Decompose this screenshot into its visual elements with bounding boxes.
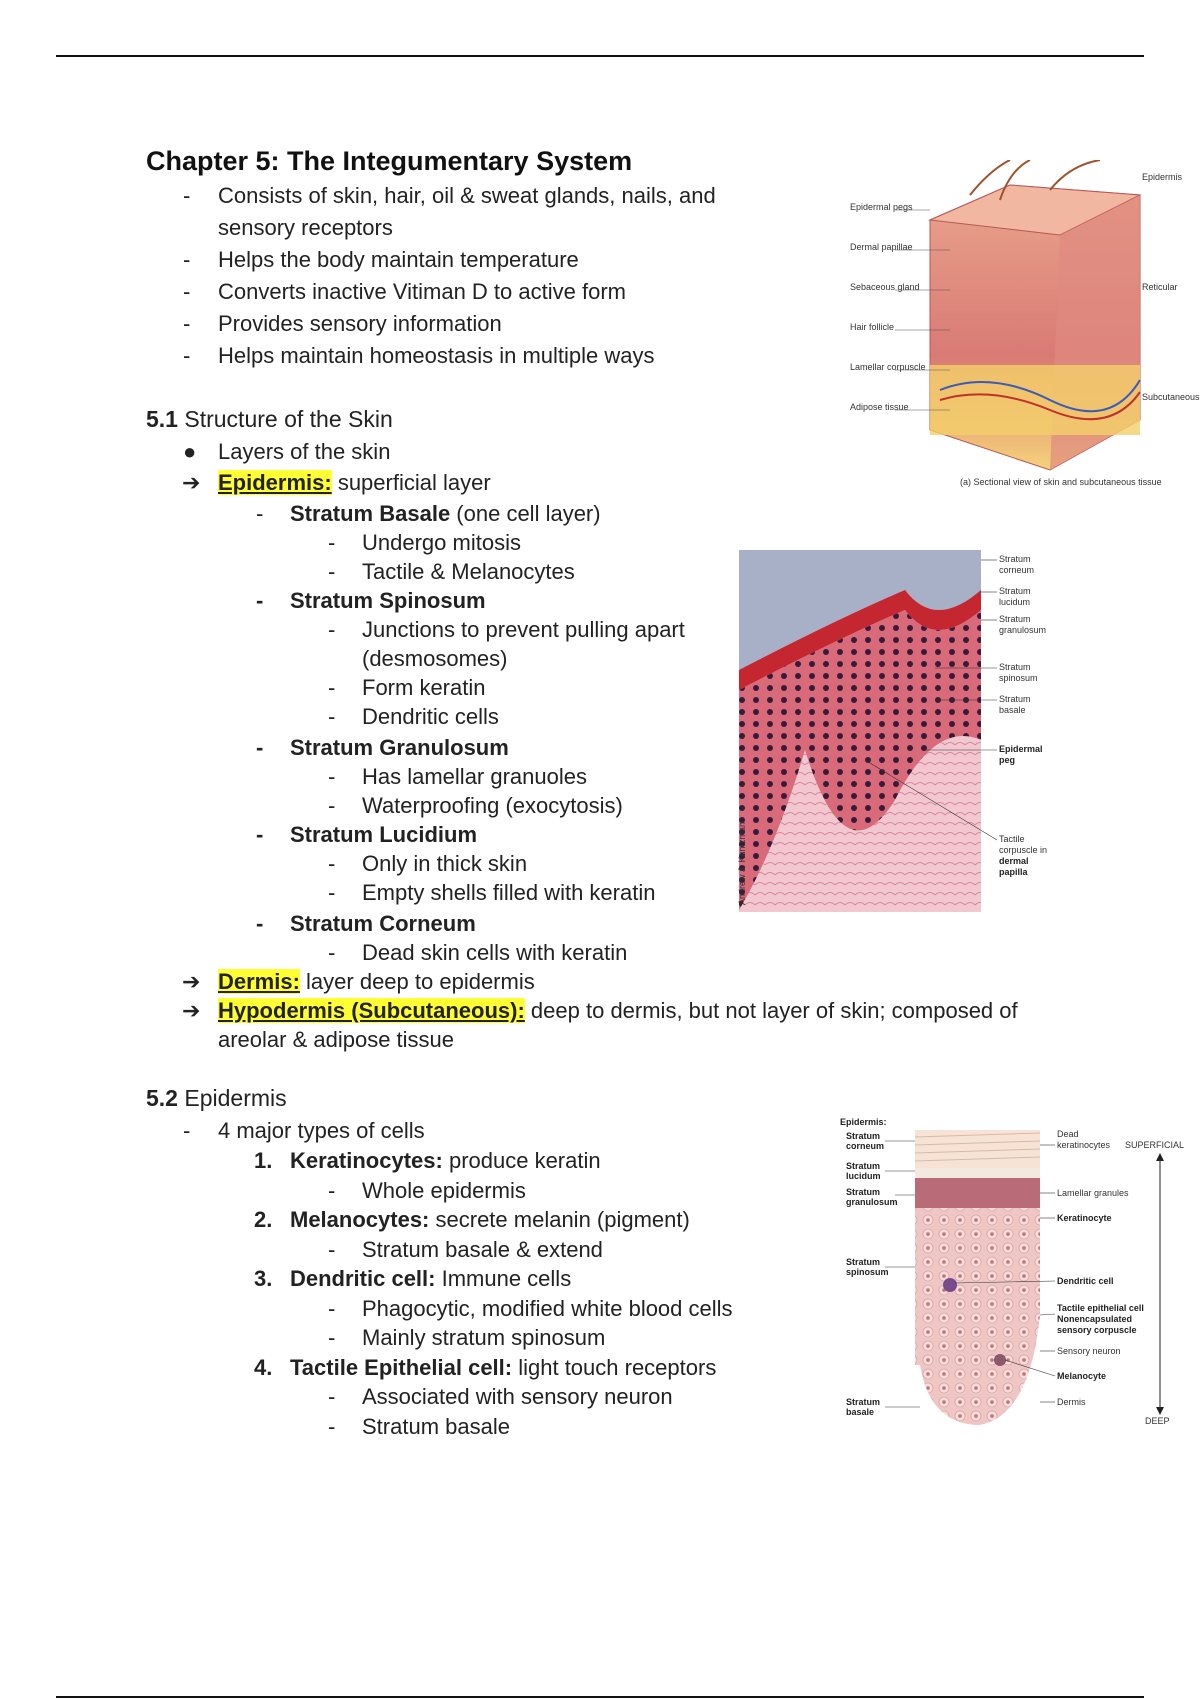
fig2-label: granulosum xyxy=(999,625,1047,635)
layer-item: Dendritic cells xyxy=(362,704,499,729)
bullet-dash: - xyxy=(328,559,336,584)
section-5-2-heading: 5.2 Epidermis xyxy=(146,1085,287,1111)
list-number: 3. xyxy=(254,1266,273,1291)
fig3-label: basale xyxy=(846,1407,875,1417)
layer-item-cont: (desmosomes) xyxy=(362,646,508,671)
bullet-dash: - xyxy=(328,764,336,789)
fig3-label: Epidermis: xyxy=(840,1117,887,1127)
intro-bullet: Provides sensory information xyxy=(218,311,502,336)
fig3-superficial: SUPERFICIAL xyxy=(1125,1140,1185,1150)
fig1-label: Hair follicle xyxy=(850,322,895,332)
epidermis-line: Epidermis: superficial layer xyxy=(218,470,491,495)
fig3-label: Tactile epithelial cell xyxy=(1057,1303,1144,1313)
bullet-dash: - xyxy=(328,1384,336,1409)
bullet-dash: - xyxy=(183,1118,191,1143)
list-number: 2. xyxy=(254,1207,273,1232)
fig3-label: granulosum xyxy=(846,1197,898,1207)
fig3-label: Melanocyte xyxy=(1057,1371,1107,1381)
bullet-dash: - xyxy=(328,880,336,905)
bullet-dot: ● xyxy=(183,439,197,464)
cell-item: Mainly stratum spinosum xyxy=(362,1325,606,1350)
fig3-label: Dermis xyxy=(1057,1397,1086,1407)
fig2-label: Tactile xyxy=(999,834,1025,844)
bullet-dash: - xyxy=(328,940,336,965)
bullet-dash: - xyxy=(183,279,191,304)
bullet-dash: - xyxy=(328,1414,336,1439)
bullet-dash: - xyxy=(328,1296,336,1321)
bullet-dash: - xyxy=(328,793,336,818)
fig2-label: Stratum xyxy=(999,694,1031,704)
fig3-label: sensory corpuscle xyxy=(1057,1325,1137,1335)
fig3-label: Nonencapsulated xyxy=(1057,1314,1133,1324)
layer-item: Undergo mitosis xyxy=(362,530,521,555)
bullet-dash: - xyxy=(256,911,264,936)
layer-heading: Stratum Granulosum xyxy=(290,735,509,760)
cell-type: Dendritic cell: Immune cells xyxy=(290,1266,572,1291)
list-number: 4. xyxy=(254,1355,273,1380)
layer-item: Waterproofing (exocytosis) xyxy=(362,793,623,818)
hypodermis-line: Hypodermis (Subcutaneous): deep to dermis, but not layer of skin; composed of xyxy=(218,998,1018,1023)
layer-heading: Stratum Basale (one cell layer) xyxy=(290,501,601,526)
layer-item: Tactile & Melanocytes xyxy=(362,559,575,584)
bullet-dash: - xyxy=(328,617,336,642)
fig3-label: spinosum xyxy=(846,1267,889,1277)
bullet-dash: - xyxy=(256,822,264,847)
cell-type: Tactile Epithelial cell: light touch receptors xyxy=(290,1355,717,1380)
fig3-label: Keratinocyte xyxy=(1057,1213,1112,1223)
bullet-dash: - xyxy=(328,1325,336,1350)
bullet-dash: - xyxy=(328,704,336,729)
fig1-caption: (a) Sectional view of skin and subcutaneous tissue xyxy=(960,477,1162,487)
layer-item: Empty shells filled with keratin xyxy=(362,880,656,905)
fig3-label: Dendritic cell xyxy=(1057,1276,1114,1286)
fig3-deep: DEEP xyxy=(1145,1416,1170,1426)
layer-heading: Stratum Lucidium xyxy=(290,822,478,847)
fig1-label: Epidermal pegs xyxy=(850,202,913,212)
layer-item: Dead skin cells with keratin xyxy=(362,940,628,965)
epidermis-cells-figure xyxy=(840,1115,1200,1435)
cell-item: Stratum basale & extend xyxy=(362,1237,603,1262)
arrow-icon: ➔ xyxy=(182,998,201,1023)
bullet-dash: - xyxy=(256,588,264,613)
fig2-label: corneum xyxy=(999,565,1035,575)
layer-heading: Stratum Corneum xyxy=(290,911,476,936)
fig2-credit: Andrew J. Kuntzman xyxy=(737,821,747,905)
intro-bullet: Helps the body maintain temperature xyxy=(218,247,579,272)
fig2-label: spinosum xyxy=(999,673,1038,683)
fig3-label: corneum xyxy=(846,1141,885,1151)
fig2-label: papilla xyxy=(999,867,1028,877)
cell-type: Keratinocytes: produce keratin xyxy=(290,1148,601,1173)
bullet-dash: - xyxy=(328,530,336,555)
bullet-dash: - xyxy=(256,501,264,526)
fig3-label: lucidum xyxy=(846,1171,881,1181)
bullet-dash: - xyxy=(183,343,191,368)
epidermis-micrograph-figure xyxy=(735,550,1080,915)
fig3-label: Stratum xyxy=(846,1257,881,1267)
fig2-label: Stratum xyxy=(999,662,1031,672)
bullet-dash: - xyxy=(256,735,264,760)
bottom-rule xyxy=(56,1696,1144,1698)
skin-cross-section-figure xyxy=(850,160,1200,490)
chapter-title: Chapter 5: The Integumentary System xyxy=(146,146,633,176)
fig1-label: Reticular xyxy=(1142,282,1178,292)
fig3-label: Stratum xyxy=(846,1187,881,1197)
dermis-line: Dermis: layer deep to epidermis xyxy=(218,969,535,994)
fig1-label: Adipose tissue xyxy=(850,402,909,412)
fig2-label: basale xyxy=(999,705,1026,715)
fig3-label: Stratum xyxy=(846,1161,881,1171)
fig1-label: Subcutaneous xyxy=(1142,392,1200,402)
fig2-label: Epidermal xyxy=(999,744,1043,754)
bullet-dash: - xyxy=(328,1237,336,1262)
fig1-label: Epidermis xyxy=(1142,172,1183,182)
layer-item: Only in thick skin xyxy=(362,851,528,876)
list-number: 1. xyxy=(254,1148,273,1173)
fig3-label: Sensory neuron xyxy=(1057,1346,1121,1356)
fig3-label: Lamellar granules xyxy=(1057,1188,1129,1198)
layers-bullet: Layers of the skin xyxy=(218,439,391,464)
cell-item: Associated with sensory neuron xyxy=(362,1384,673,1409)
intro-bullet: Helps maintain homeostasis in multiple ways xyxy=(218,343,655,368)
bullet-dash: - xyxy=(328,1178,336,1203)
intro-bullet: Converts inactive Vitiman D to active form xyxy=(218,279,626,304)
fig1-label: Lamellar corpuscle xyxy=(850,362,926,372)
hypodermis-line-cont: areolar & adipose tissue xyxy=(218,1027,455,1052)
arrow-icon: ➔ xyxy=(182,470,201,495)
fig2-label: corpuscle in xyxy=(999,845,1048,855)
fig2-label: lucidum xyxy=(999,597,1031,607)
layer-heading: Stratum Spinosum xyxy=(290,588,486,613)
fig2-label: Stratum xyxy=(999,554,1031,564)
section-5-1-heading: 5.1 Structure of the Skin xyxy=(146,406,393,432)
fig1-label: Sebaceous gland xyxy=(850,282,920,292)
layer-item: Junctions to prevent pulling apart xyxy=(362,617,685,642)
fig2-label: dermal xyxy=(999,856,1029,866)
layer-item: Form keratin xyxy=(362,675,486,700)
fig3-label: Dead xyxy=(1057,1129,1079,1139)
layer-item: Has lamellar granuoles xyxy=(362,764,587,789)
bullet-dash: - xyxy=(183,247,191,272)
bullet-dash: - xyxy=(183,183,191,208)
fig2-label: Stratum xyxy=(999,586,1031,596)
fig3-label: keratinocytes xyxy=(1057,1140,1111,1150)
bullet-dash: - xyxy=(328,675,336,700)
cell-type: Melanocytes: secrete melanin (pigment) xyxy=(290,1207,690,1232)
bullet-dash: - xyxy=(183,311,191,336)
cell-item: Stratum basale xyxy=(362,1414,510,1439)
cell-item: Phagocytic, modified white blood cells xyxy=(362,1296,733,1321)
intro-bullet-cont: sensory receptors xyxy=(218,215,393,240)
arrow-icon: ➔ xyxy=(182,969,201,994)
intro-bullet: Consists of skin, hair, oil & sweat glands, nails, and xyxy=(218,183,716,208)
fig3-label: Stratum xyxy=(846,1131,881,1141)
bullet-dash: - xyxy=(328,851,336,876)
fig1-label: Dermal papillae xyxy=(850,242,913,252)
fig3-label: Stratum xyxy=(846,1397,881,1407)
cell-item: Whole epidermis xyxy=(362,1178,526,1203)
top-rule xyxy=(56,55,1144,57)
cell-types-bullet: 4 major types of cells xyxy=(218,1118,425,1143)
fig2-label: Stratum xyxy=(999,614,1031,624)
fig2-label: peg xyxy=(999,755,1016,765)
